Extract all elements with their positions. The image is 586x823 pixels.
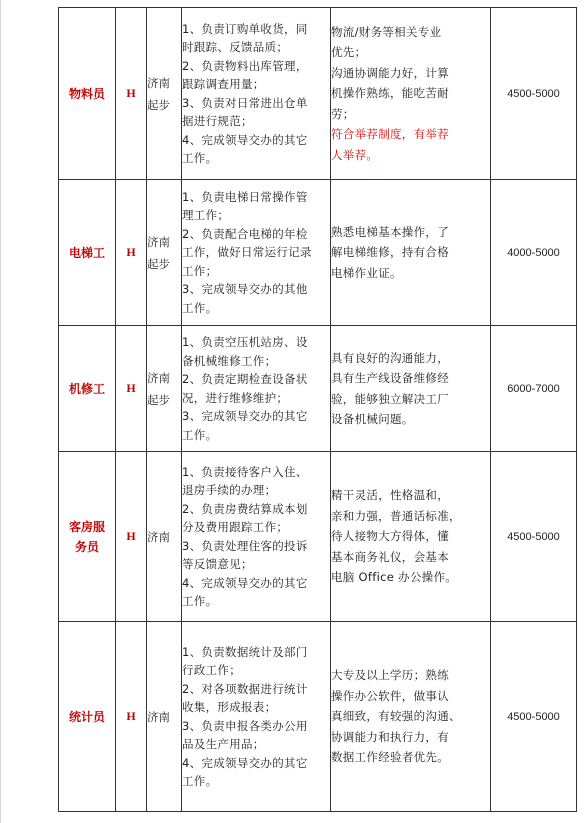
job-duties	[182, 180, 331, 326]
job-salary: 4500-5000	[491, 8, 577, 180]
duty-line: 2、对各项数据进行统计	[182, 681, 308, 696]
requirement-line: 优先；	[331, 45, 367, 60]
duty-line: 3、负责处理住客的投诉	[182, 538, 308, 553]
requirement-line: 设备机械问题。	[331, 412, 414, 426]
duty-line: 4、完成领导交办的其它	[182, 132, 308, 147]
requirement-line: 待人接物大方得体，懂	[331, 529, 449, 544]
requirement-line: 真细致，有较强的沟通、	[331, 709, 461, 724]
requirement-line: 数据工作经验者优先。	[331, 750, 449, 765]
job-location: 济南起步	[147, 326, 182, 452]
requirement-line: 劳；	[331, 106, 355, 121]
duty-line: 3、完成领导交办的其他	[182, 282, 308, 297]
job-salary: 6000-7000	[491, 326, 577, 452]
job-title: 统计员	[59, 622, 116, 812]
duty-line: 行政工作；	[182, 663, 241, 677]
job-location: 济南起步	[147, 180, 182, 326]
duty-line: 工作。	[182, 151, 218, 165]
job-duties	[182, 452, 331, 622]
job-requirements	[331, 8, 491, 180]
requirement-line: 验，能够独立解决工厂	[331, 391, 449, 406]
job-row	[59, 452, 577, 622]
duty-line: 1、负责订购单收货，同	[182, 21, 308, 36]
page-left-border	[0, 0, 1, 823]
job-level: H	[116, 8, 147, 180]
requirement-line: 解电梯维修，持有合格	[331, 245, 449, 260]
job-title: 客房服务员	[59, 452, 116, 622]
job-location: 济南	[147, 622, 182, 812]
duty-line: 3、完成领导交办的其它	[182, 409, 308, 423]
job-duties	[182, 326, 331, 452]
duty-line: 2、负责定期检查设备状	[182, 372, 308, 386]
requirement-line: 物流/财务等相关专业	[331, 24, 442, 39]
requirement-line: 熟悉电梯基本操作，了	[331, 224, 449, 239]
duty-line: 2、负责房费结算成本划	[182, 501, 308, 516]
duty-line: 工作。	[182, 300, 218, 315]
job-salary: 4500-5000	[491, 452, 577, 622]
job-title: 物料员	[59, 8, 116, 180]
requirement-line: 电梯作业证。	[331, 265, 402, 280]
duty-line: 2、负责配合电梯的年检	[182, 226, 308, 241]
job-table-body	[59, 8, 577, 812]
job-requirements	[331, 326, 491, 452]
requirement-line: 具有良好的沟通能力，	[331, 350, 449, 365]
job-salary: 4000-5000	[491, 180, 577, 326]
job-row	[59, 8, 577, 180]
job-salary: 4500-5000	[491, 622, 577, 812]
job-level: H	[116, 180, 147, 326]
job-requirements	[331, 622, 491, 812]
job-level: H	[116, 326, 147, 452]
job-requirements	[331, 180, 491, 326]
requirement-line: 具有生产线设备维修经	[331, 371, 449, 385]
job-table	[58, 7, 577, 812]
job-row	[59, 622, 577, 812]
requirement-line: 操作办公软件，做事认	[331, 688, 449, 703]
duty-line: 况，进行维修维护；	[182, 390, 289, 405]
duty-line: 1、负责接待客户入住、	[182, 464, 308, 479]
duty-line: 3、负责申报各类办公用	[182, 718, 308, 733]
duty-line: 1、负责数据统计及部门	[182, 644, 308, 659]
requirement-highlight-line: 符合举荐制度，有举荐	[331, 127, 449, 142]
job-duties	[182, 8, 331, 180]
job-title: 机修工	[59, 326, 116, 452]
requirement-line: 精干灵活，性格温和，	[331, 488, 449, 503]
duty-line: 4、完成领导交办的其它	[182, 755, 308, 770]
duty-line: 工作。	[182, 427, 218, 442]
requirement-highlight-line: 人举荐。	[331, 147, 379, 162]
duty-line: 1、负责电梯日常操作管	[182, 189, 308, 204]
job-row	[59, 180, 577, 326]
job-duties	[182, 622, 331, 812]
duty-line: 4、完成领导交办的其它	[182, 575, 308, 590]
duty-line: 跟踪调查用量；	[182, 77, 265, 91]
requirement-line: 机操作熟练，能吃苦耐	[331, 86, 449, 101]
duty-line: 等反馈意见；	[182, 557, 253, 571]
duty-line: 品及生产用品；	[182, 737, 265, 751]
job-location: 济南起步	[147, 8, 182, 180]
duty-line: 据进行规范；	[182, 114, 253, 128]
duty-line: 1、负责空压机站房、设	[182, 335, 308, 349]
requirement-line: 协调能力和执行力，有	[331, 729, 449, 744]
requirement-line: 电脑 Office 办公操作。	[331, 570, 458, 585]
job-level: H	[116, 452, 147, 622]
duty-line: 理工作；	[182, 208, 230, 223]
duty-line: 工作；	[182, 263, 218, 278]
requirement-line: 大专及以上学历；熟练	[331, 668, 449, 683]
job-row	[59, 326, 577, 452]
job-requirements	[331, 452, 491, 622]
requirement-line: 沟通协调能力好，计算	[331, 65, 449, 80]
duty-line: 工作。	[182, 594, 218, 608]
duty-line: 时跟踪、反馈品质；	[182, 40, 289, 54]
requirement-line: 基本商务礼仪，会基本	[331, 549, 449, 564]
duty-line: 退房手续的办理；	[182, 483, 277, 497]
job-location: 济南	[147, 452, 182, 622]
duty-line: 3、负责对日常进出仓单	[182, 95, 308, 110]
duty-line: 工作，做好日常运行记录	[182, 245, 312, 260]
duty-line: 2、负责物料出库管理，	[182, 58, 308, 73]
job-level: H	[116, 622, 147, 812]
duty-line: 收集，形成报表；	[182, 700, 277, 714]
duty-line: 分及费用跟踪工作；	[182, 520, 289, 534]
job-title: 电梯工	[59, 180, 116, 326]
duty-line: 工作。	[182, 774, 218, 788]
requirement-line: 亲和力强，普通话标准，	[331, 508, 461, 523]
duty-line: 备机械维修工作；	[182, 353, 277, 368]
